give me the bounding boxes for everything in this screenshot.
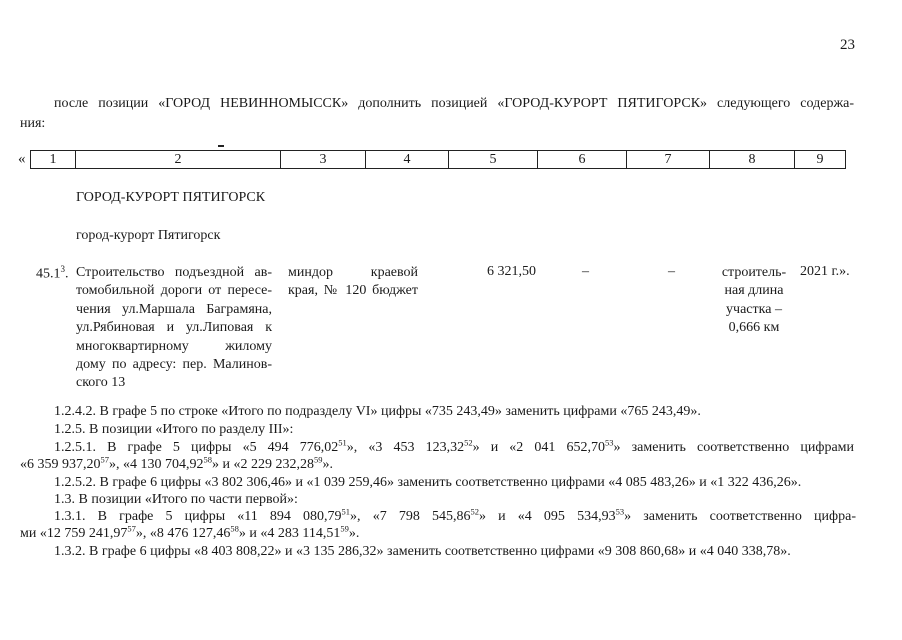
column-number-header (30, 150, 846, 169)
column-number: 4 (366, 151, 449, 169)
paragraph-1-2-5-1-line-2: «6 359 937,20$^{57}$», «4 130 704,92$^{58}$» и «2 229 232,28$^{59}$». (20, 454, 333, 472)
description-line: томобильной дороги от пересе- (76, 283, 272, 299)
paragraph-1-2-4-2: 1.2.4.2. В графе 5 по строке «Итого по подразделу VI» цифры «735 243,49» заменить цифрами «765 243,49». (54, 404, 701, 419)
intro-line-1: после позиции «ГОРОД НЕВИННОМЫССК» дополнить позицией «ГОРОД-КУРОРТ ПЯТИГОРСК» следующего содержа- (54, 96, 854, 111)
description-line: дому по адресу: пер. Малинов- (76, 357, 272, 373)
description-line: Строительство подъездной ав- (76, 265, 272, 280)
paragraph-1-3-2: 1.3.2. В графе 6 цифры «8 403 808,22» и «3 135 286,32» заменить соответственно цифрами «9 308 860,68» и «4 040 338,78». (54, 544, 791, 559)
row-funding-source (288, 264, 418, 301)
row-col7-dash: – (668, 264, 675, 279)
paragraph-1-3: 1.3. В позиции «Итого по части первой»: (54, 492, 298, 507)
row-result (712, 264, 796, 338)
column-number: 6 (538, 151, 627, 169)
row-description (76, 264, 272, 393)
column-number: 7 (627, 151, 710, 169)
source-line: миндор краевой (288, 265, 418, 280)
page-number: 23 (840, 37, 855, 53)
table-open-quote: « (18, 151, 26, 167)
description-line: ского 13 (76, 375, 126, 391)
paragraph-1-2-5-2: 1.2.5.2. В графе 6 цифры «3 802 306,46» и «1 039 259,46» заменить соответственно цифрами «4 085 483,26» и «1 322 436,26». (54, 475, 802, 490)
paragraph-1-2-5: 1.2.5. В позиции «Итого по разделу III»: (54, 422, 294, 437)
row-year: 2021 г.». (800, 264, 850, 279)
result-line: ная длина (724, 283, 784, 299)
column-number: 5 (449, 151, 538, 169)
description-line: ул.Рябиновая и ул.Липовая к (76, 320, 272, 336)
section-heading: ГОРОД-КУРОРТ ПЯТИГОРСК (76, 190, 266, 205)
paragraph-1-3-1-line-2: ми «12 759 241,97$^{57}$», «8 476 127,46$^{58}$» и «4 283 114,51$^{59}$». (20, 523, 360, 541)
result-line: 0,666 км (728, 320, 780, 336)
column-number: 1 (31, 151, 76, 169)
intro-line-2: ния: (20, 116, 46, 131)
column-number: 3 (281, 151, 366, 169)
row-col6-dash: – (582, 264, 589, 279)
column-number: 8 (710, 151, 795, 169)
row-amount: 6 321,50 (487, 264, 536, 279)
section-subheading: город-курорт Пятигорск (76, 228, 221, 243)
paragraph-1-2-5-1-line-1: 1.2.5.1. В графе 5 цифры «5 494 776,02$^{51}$», «3 453 123,32$^{52}$» и «2 041 652,70$^{53}$» заменить соответственно цифрами (54, 437, 855, 455)
result-line: строитель- (721, 265, 787, 280)
column-number: 9 (795, 151, 846, 169)
column-number: 2 (76, 151, 281, 169)
description-line: чения ул.Маршала Баграмяна, (76, 301, 272, 317)
row-number: 45.1$^3$. (36, 264, 69, 282)
result-line: участка – (726, 301, 782, 317)
scan-mark (218, 145, 224, 147)
source-line: края, № 120 бюджет (288, 283, 418, 299)
paragraph-1-3-1-line-1: 1.3.1. В графе 5 цифры «11 894 080,79$^{51}$», «7 798 545,86$^{52}$» и «4 095 534,93$^{53}$» заменить соответственно цифра- (54, 506, 856, 524)
description-line: многоквартирному жилому (76, 338, 272, 354)
